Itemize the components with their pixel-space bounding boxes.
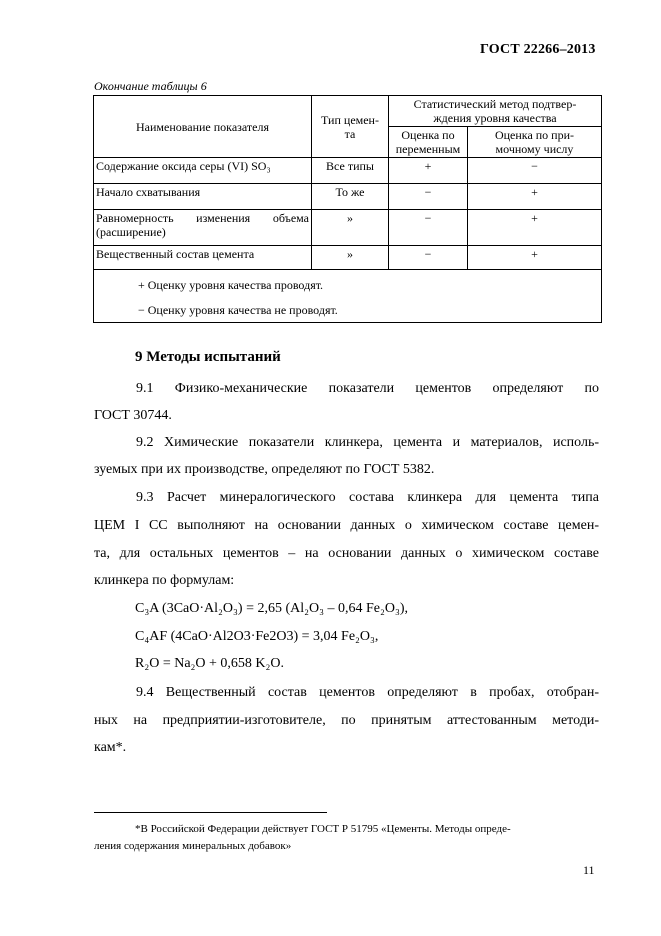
row-alternative: + xyxy=(468,246,602,270)
row-alternative: + xyxy=(468,184,602,210)
row-variable: + xyxy=(389,158,468,184)
row-variable: − xyxy=(389,210,468,246)
header-stat-method-line2: ждения уровня качества xyxy=(433,111,557,125)
paragraph-9-3-line3: та, для остальных цементов – на основании данных о химическом составе xyxy=(94,546,599,561)
footnote-line2: ления содержания минеральных добавок» xyxy=(94,840,292,852)
paragraph-9-4-line3: кам*. xyxy=(94,740,127,755)
table-caption: Окончание таблицы 6 xyxy=(94,79,207,93)
header-variable-line1: Оценка по xyxy=(401,128,455,142)
header-variable-line2: переменным xyxy=(395,142,461,156)
header-stat-method-line1: Статистический метод подтвер- xyxy=(413,97,577,111)
table-header-row xyxy=(94,96,602,127)
table-notes xyxy=(94,270,602,323)
row-name: Начало схватывания xyxy=(94,184,312,210)
row-type: » xyxy=(312,210,389,246)
header-alternative-line1: Оценка по при- xyxy=(494,128,575,142)
row-type: Все типы xyxy=(312,158,389,184)
footnote-line1: *В Российской Федерации действует ГОСТ Р 51795 «Цементы. Методы опреде- xyxy=(135,823,511,835)
header-cement-type-line2: та xyxy=(344,126,356,141)
row-name: Равномерность изменения объема (расширение) xyxy=(94,210,312,246)
header-stat-method xyxy=(389,96,602,127)
row-alternative: − xyxy=(468,158,602,184)
row-type: То же xyxy=(312,184,389,210)
section-title: 9 Методы испытаний xyxy=(135,349,281,365)
formula-c4af: C₄AF (4CaO·Al2O3·Fe2O3) = 3,04 Fe₂O₃, xyxy=(135,629,379,644)
table-row xyxy=(94,210,602,246)
header-indicator: Наименование показателя xyxy=(94,96,312,158)
page-number: 11 xyxy=(583,863,595,877)
row-variable: − xyxy=(389,184,468,210)
header-alternative-line2: мочному числу xyxy=(495,142,574,156)
header-alternative xyxy=(468,127,602,158)
paragraph-9-1-line2: ГОСТ 30744. xyxy=(94,408,172,423)
footnote-divider xyxy=(94,812,327,813)
formula-r2o: R₂O = Na₂O + 0,658 K₂O. xyxy=(135,656,285,671)
note-minus: − Оценку уровня качества не проводят. xyxy=(138,303,338,317)
row-variable: − xyxy=(389,246,468,270)
paragraph-9-3-line2: ЦЕМ I СС выполняют на основании данных о химическом составе цемен- xyxy=(94,518,599,533)
table-row xyxy=(94,158,602,184)
table-notes-row xyxy=(94,270,602,323)
paragraph-9-1-line1: 9.1 Физико-механические показатели цементов определяют по xyxy=(136,381,599,396)
table-row xyxy=(94,246,602,270)
note-plus: + Оценку уровня качества проводят. xyxy=(138,278,324,292)
paragraph-9-4-line2: ных на предприятии-изготовителе, по принятым аттестованным методи- xyxy=(94,713,599,728)
header-cement-type-line1: Тип цемен- xyxy=(321,112,379,127)
row-type: » xyxy=(312,246,389,270)
paragraph-9-2-line1: 9.2 Химические показатели клинкера, цемента и материалов, исполь- xyxy=(136,435,599,450)
row-name: Содержание оксида серы (VI) SO₃ xyxy=(94,158,312,184)
header-variable xyxy=(389,127,468,158)
quality-table xyxy=(93,95,602,323)
paragraph-9-4-line1: 9.4 Вещественный состав цементов определяют в пробах, отобран- xyxy=(136,685,599,700)
document-code: ГОСТ 22266–2013 xyxy=(480,42,596,57)
paragraph-9-3-line1: 9.3 Расчет минералогического состава клинкера для цемента типа xyxy=(136,490,599,505)
row-alternative: + xyxy=(468,210,602,246)
row-name: Вещественный состав цемента xyxy=(94,246,312,270)
paragraph-9-3-line4: клинкера по формулам: xyxy=(94,573,235,588)
header-cement-type xyxy=(312,96,389,158)
table-row xyxy=(94,184,602,210)
paragraph-9-2-line2: зуемых при их производстве, определяют по ГОСТ 5382. xyxy=(94,462,435,477)
formula-c3a: C₃A (3CaO·Al₂O₃) = 2,65 (Al₂O₃ – 0,64 Fe₂O₃), xyxy=(135,601,409,616)
